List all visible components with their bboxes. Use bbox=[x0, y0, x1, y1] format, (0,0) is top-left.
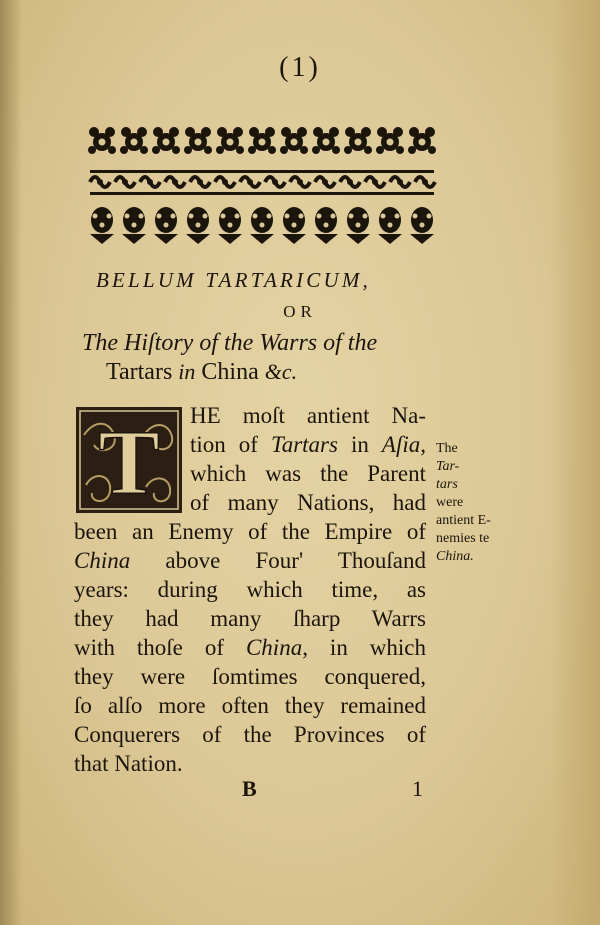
body-line-segment: in bbox=[337, 432, 382, 457]
body-line-segment: Aſia, bbox=[381, 432, 426, 457]
body-line-segment: Conquerers of the Provinces of bbox=[74, 722, 426, 747]
margin-note-segment: antient E- bbox=[436, 513, 491, 528]
body-line bbox=[74, 723, 426, 746]
body-line bbox=[74, 549, 426, 572]
body-line-segment: that Nation. bbox=[74, 751, 183, 776]
body-line-segment: , in which bbox=[302, 635, 426, 660]
margin-note-line bbox=[436, 476, 526, 512]
body-line bbox=[74, 636, 426, 659]
subtitle-word-tartars: Tartars bbox=[106, 359, 173, 385]
margin-note-segment: The bbox=[436, 441, 458, 456]
body-line-segment: of many Nations, had bbox=[190, 490, 426, 515]
page-edge-left bbox=[0, 0, 22, 925]
body-line bbox=[190, 404, 426, 427]
body-line-segment: years: during which time, as bbox=[74, 577, 426, 602]
page-number: (1) bbox=[279, 52, 321, 83]
signature-mark: B bbox=[242, 776, 257, 801]
body-line bbox=[190, 462, 426, 485]
margin-note-segment: nemies te bbox=[436, 531, 490, 546]
body-line-segment: been an Enemy of the Empire of bbox=[74, 519, 426, 544]
body-line bbox=[74, 520, 426, 543]
body-line-segment: with thoſe of bbox=[74, 635, 246, 660]
dropcap-letter: T bbox=[98, 411, 160, 513]
margin-note-segment: were bbox=[436, 495, 464, 510]
body-line bbox=[74, 665, 426, 688]
body-line bbox=[74, 694, 426, 717]
body-line bbox=[190, 433, 426, 456]
body-line bbox=[74, 578, 426, 601]
body-line bbox=[190, 491, 426, 514]
ornamental-headpiece bbox=[86, 118, 438, 246]
body-line-segment: they had many ſharp Warrs bbox=[74, 606, 426, 631]
catchword: 1 bbox=[412, 776, 423, 801]
body-line-segment: above Four' Thouſand bbox=[130, 548, 426, 573]
margin-note-segment: tars bbox=[436, 477, 458, 492]
body-line-segment: ſo alſo more often they remained bbox=[74, 693, 426, 718]
margin-note-line bbox=[436, 440, 526, 476]
subtitle-word-in: in bbox=[178, 359, 196, 384]
body-line-segment: HE moſt antient Na- bbox=[190, 403, 426, 428]
margin-note bbox=[436, 440, 526, 566]
body-line-segment: China bbox=[74, 548, 131, 573]
body-line-segment: tion of bbox=[190, 432, 272, 457]
margin-note-segment: Tar- bbox=[436, 459, 460, 474]
subtitle-word-etc: &c. bbox=[264, 359, 298, 384]
body-line-segment: China bbox=[245, 635, 303, 660]
margin-note-line bbox=[436, 530, 526, 548]
body-line-segment: they were ſomtimes conquered, bbox=[74, 664, 426, 689]
subtitle-word-china: China bbox=[201, 359, 259, 385]
body-line bbox=[74, 607, 426, 630]
title-or: OR bbox=[283, 302, 317, 321]
body-line-segment: Tartars bbox=[271, 432, 338, 457]
margin-note-segment: China. bbox=[436, 549, 474, 564]
chapter-title: BELLUM TARTARICUM, bbox=[96, 268, 371, 292]
margin-note-line bbox=[436, 548, 526, 566]
page-edge-right bbox=[550, 0, 600, 925]
body-line-segment: which was the Parent bbox=[190, 461, 426, 486]
subtitle-line-1: The Hiſtory of the Warrs of the bbox=[82, 330, 378, 356]
body-line bbox=[74, 752, 183, 775]
decorated-initial-t bbox=[74, 405, 184, 515]
subtitle-line-2 bbox=[106, 359, 297, 386]
margin-note-line bbox=[436, 512, 526, 530]
